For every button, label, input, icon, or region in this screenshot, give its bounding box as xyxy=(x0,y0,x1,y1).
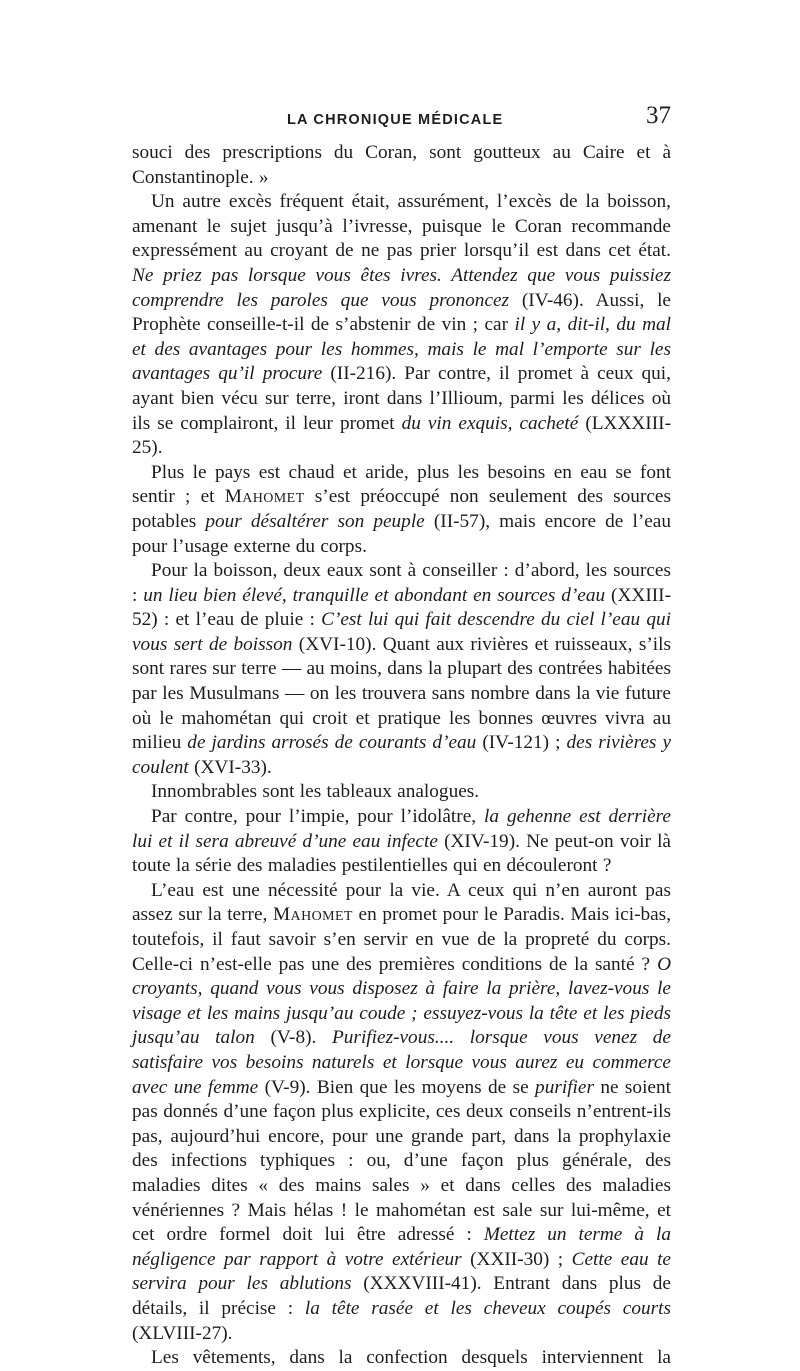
body-text xyxy=(132,141,671,1371)
small-caps-name: Mahomet xyxy=(224,486,305,508)
text-run: (XXIII-52) : et l’eau de pluie : xyxy=(132,584,671,631)
text-run: Les vêtements, dans la confection desquels interviennent la xyxy=(151,1347,671,1369)
paragraph xyxy=(132,780,671,805)
italic-text: des rivières y coulent xyxy=(132,732,671,778)
paragraph xyxy=(132,190,671,461)
text-run: (V-9). Bien que les moyens de se xyxy=(258,1076,536,1098)
text-run: Innombrables sont les tableaux analogues. xyxy=(151,781,480,803)
text-run: (IV-121) ; xyxy=(476,732,567,754)
italic-text: purifier xyxy=(535,1076,594,1098)
italic-text: du vin exquis, cacheté xyxy=(401,412,579,434)
text-run: (XLVIII-27). xyxy=(132,1322,233,1344)
text-run: en promet pour le Paradis. Mais ici-bas, toutefois, il faut savoir s’en servir en vue de la propreté du corps. Celle-ci n’est-elle pas une des premières conditions de la santé ? xyxy=(132,904,672,975)
page-number: 37 xyxy=(646,102,671,129)
text-run: (XVI-10). Quant aux rivières et ruisseaux, s’ils sont rares sur terre — au moins, dans la plupart des contrées habitées par les Musulmans — on les trouvera sans nombre dans la vie future où le mahométan qui croit et pratique les bonnes œuvres vivra au milieu xyxy=(132,633,671,754)
paragraph xyxy=(132,805,671,879)
text-run: (LXXXIII-25). xyxy=(132,412,671,459)
running-title: LA CHRONIQUE MÉDICALE xyxy=(287,112,504,128)
text-run: s’est préoccupé non seulement des sources potables xyxy=(132,486,671,532)
italic-text: la gehenne est derrière lui et il sera abreuvé d’une eau infecte xyxy=(132,806,671,852)
text-run: Pour la boisson, deux eaux sont à conseiller : d’abord, les sources : xyxy=(132,560,671,606)
italic-text: de jardins arrosés de courants d’eau xyxy=(187,732,477,754)
paragraph xyxy=(132,1346,671,1371)
paragraph xyxy=(132,879,671,1346)
small-caps-name: Mahomet xyxy=(273,904,353,926)
page-header xyxy=(132,102,671,132)
italic-text: Purifiez-vous.... lorsque vous venez de satisfaire vos besoins naturels et lorsque vous aurez eu commerce avec une femme xyxy=(132,1027,671,1098)
italic-text: C’est lui qui fait descendre du ciel l’eau qui vous sert de boisson xyxy=(132,609,671,655)
text-run: (II-57), mais encore de l’eau pour l’usage externe du corps. xyxy=(132,510,671,557)
text-run: (XXII-30) ; xyxy=(461,1248,572,1270)
text-run: souci des prescriptions du Coran, sont goutteux au Caire et à Constantinople. » xyxy=(132,142,671,188)
paragraph xyxy=(132,461,671,559)
text-run: L’eau est une nécessité pour la vie. A ceux qui n’en auront pas assez sur la terre, xyxy=(132,879,671,926)
text-run: (V-8). xyxy=(254,1027,333,1049)
text-run: ne soient pas donnés d’une façon plus explicite, ces deux conseils n’entrent-ils pas, aujourd’hui encore, pour une grande part, dans la prophylaxie des infections typhiques : ou, d’une façon plus générale, des maladies dites « des mains sales » et dans celles des maladies vénériennes ? Mais hélas ! le mahométan est sale sur lui-même, et cet ordre formel doit lui être adressé : xyxy=(132,1076,671,1246)
text-run: (IV-46). Aussi, le Prophète conseille-t-il de s’abstenir de vin ; car xyxy=(132,289,671,336)
text-run: (XIV-19). Ne peut-on voir là toute la série des maladies pestilentielles qui en découleront ? xyxy=(132,830,671,877)
italic-text: pour désaltérer son peuple xyxy=(205,510,425,532)
text-run: Plus le pays est chaud et aride, plus les besoins en eau se font sentir ; et xyxy=(132,461,671,508)
text-run: (XXXVIII-41). Entrant dans plus de détails, il précise : xyxy=(132,1273,671,1319)
text-run: Un autre excès fréquent était, assurément, l’excès de la boisson, amenant le sujet jusqu’à l’ivresse, puisque le Coran recommande expressément au croyant de ne pas prier lorsqu’il est dans cet état. xyxy=(132,191,671,262)
paragraph xyxy=(132,559,671,780)
italic-text: il y a, dit-il, du mal et des avantages pour les hommes, mais le mal l’emporte sur les avantages qu’il procure xyxy=(132,314,671,385)
italic-text: Ne priez pas lorsque vous êtes ivres. Attendez que vous puissiez comprendre les paroles que vous prononcez xyxy=(132,264,671,311)
italic-text: Mettez un terme à la négligence par rapport à votre extérieur xyxy=(132,1224,671,1270)
italic-text: Cette eau te servira pour les ablutions xyxy=(132,1248,671,1295)
text-run: (XVI-33). xyxy=(188,756,272,778)
italic-text: la tête rasée et les cheveux coupés courts xyxy=(304,1297,671,1319)
text-run: Par contre, pour l’impie, pour l’idolâtre, xyxy=(151,806,485,828)
paragraph xyxy=(132,141,671,190)
italic-text: un lieu bien élevé, tranquille et abondant en sources d’eau xyxy=(143,584,606,606)
italic-text: O croyants, quand vous vous disposez à faire la prière, lavez-vous le visage et les mains jusqu’au coude ; essuyez-vous la tête et les pieds jusqu’au talon xyxy=(132,953,671,1049)
text-run: (II-216). Par contre, il promet à ceux qui, ayant bien vécu sur terre, iront dans l’Illioum, parmi les délices où ils se complairont, il leur promet xyxy=(132,363,671,434)
